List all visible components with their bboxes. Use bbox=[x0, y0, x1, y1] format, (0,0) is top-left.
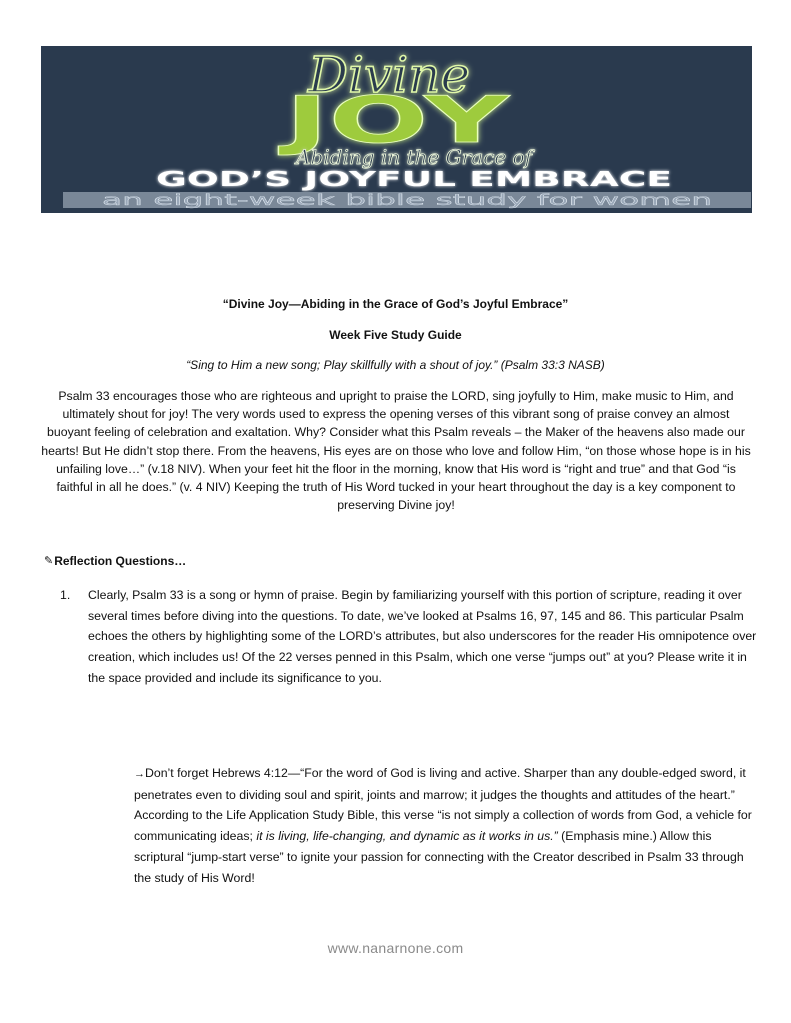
banner-tagline: an eight-week bible study for women bbox=[102, 191, 712, 209]
intro-paragraph: Psalm 33 encourages those who are righteous and upright to praise the LORD, sing joyfully to Him, make music to Him, and ultimately shout for joy! The very words used to express the opening verses of this vibrant song of praise convey an almost buoyant feeling of celebration and exaltation. Why? Consider what this Psalm reveals – the Maker of the heavens also made our hearts! But He didn’t stop there. From the heavens, His eyes are on those who love and follow Him, “on those whose hope is in his unfailing love…” (v.18 NIV). When your feet hit the floor in the morning, know that His word is “right and true” and that God “is faithful in all he does.” (v. 4 NIV) Keeping the truth of His Word tucked in your heart throughout the day is a key component to preserving Divine joy! bbox=[41, 389, 751, 513]
banner-big-title: JOY bbox=[277, 84, 511, 158]
hebrews-note bbox=[134, 763, 754, 888]
banner-subtitle-caps: GOD’S JOYFUL EMBRACE bbox=[156, 167, 672, 191]
question-number: 1. bbox=[60, 588, 71, 602]
banner-artwork bbox=[41, 46, 752, 213]
banner-script-title: Divine bbox=[307, 46, 471, 104]
ornament-icon: ✎ bbox=[44, 555, 54, 567]
arrow-right-icon: → bbox=[134, 768, 145, 780]
week-heading: Week Five Study Guide bbox=[329, 328, 462, 342]
note-text-start: Don’t forget Hebrews 4:12—“For the word of God is living and active. Sharper than any double-edged sword, it penetrates even to dividing soul and spirit, joints and marrow; it judges the thoughts and attitudes of the heart.” According to the Life Application Study Bible, this verse “is not simply a collection of words from God, a vehicle for communicating ideas; bbox=[134, 766, 752, 844]
note-emphasis: it is living, life-changing, and dynamic as it works in us.” bbox=[256, 829, 558, 844]
title-banner bbox=[41, 46, 752, 213]
document-title: “Divine Joy—Abiding in the Grace of God’s Joyful Embrace” bbox=[222, 297, 569, 311]
reflection-heading bbox=[44, 553, 186, 569]
note-text-end: (Emphasis mine.) Allow this scriptural “jump-start verse” to ignite your passion for connecting with the Creator described in Psalm 33 through the study of His Word! bbox=[134, 829, 744, 885]
question-text: Clearly, Psalm 33 is a song or hymn of praise. Begin by familiarizing yourself with this portion of scripture, reading it over several times before diving into the questions. To date, we’ve looked at Psalms 16, 97, 145 and 86. This particular Psalm echoes the others by highlighting some of the LORD’s attributes, but also underscores for the reader His omnipotence over creation, which includes us! Of the 22 verses penned in this Psalm, which one verse “jumps out” at you? Please write it in the space provided and include its significance to you. bbox=[88, 588, 757, 685]
banner-subtitle-script: Abiding in the Grace of bbox=[296, 145, 532, 169]
reflection-heading-label: Reflection Questions… bbox=[54, 554, 187, 568]
question-item bbox=[60, 585, 760, 689]
footer-url[interactable]: www.nanarnone.com bbox=[327, 940, 464, 956]
question-list bbox=[60, 585, 760, 689]
epigraph-verse: “Sing to Him a new song; Play skillfully with a shout of joy.” (Psalm 33:3 NASB) bbox=[186, 358, 605, 372]
